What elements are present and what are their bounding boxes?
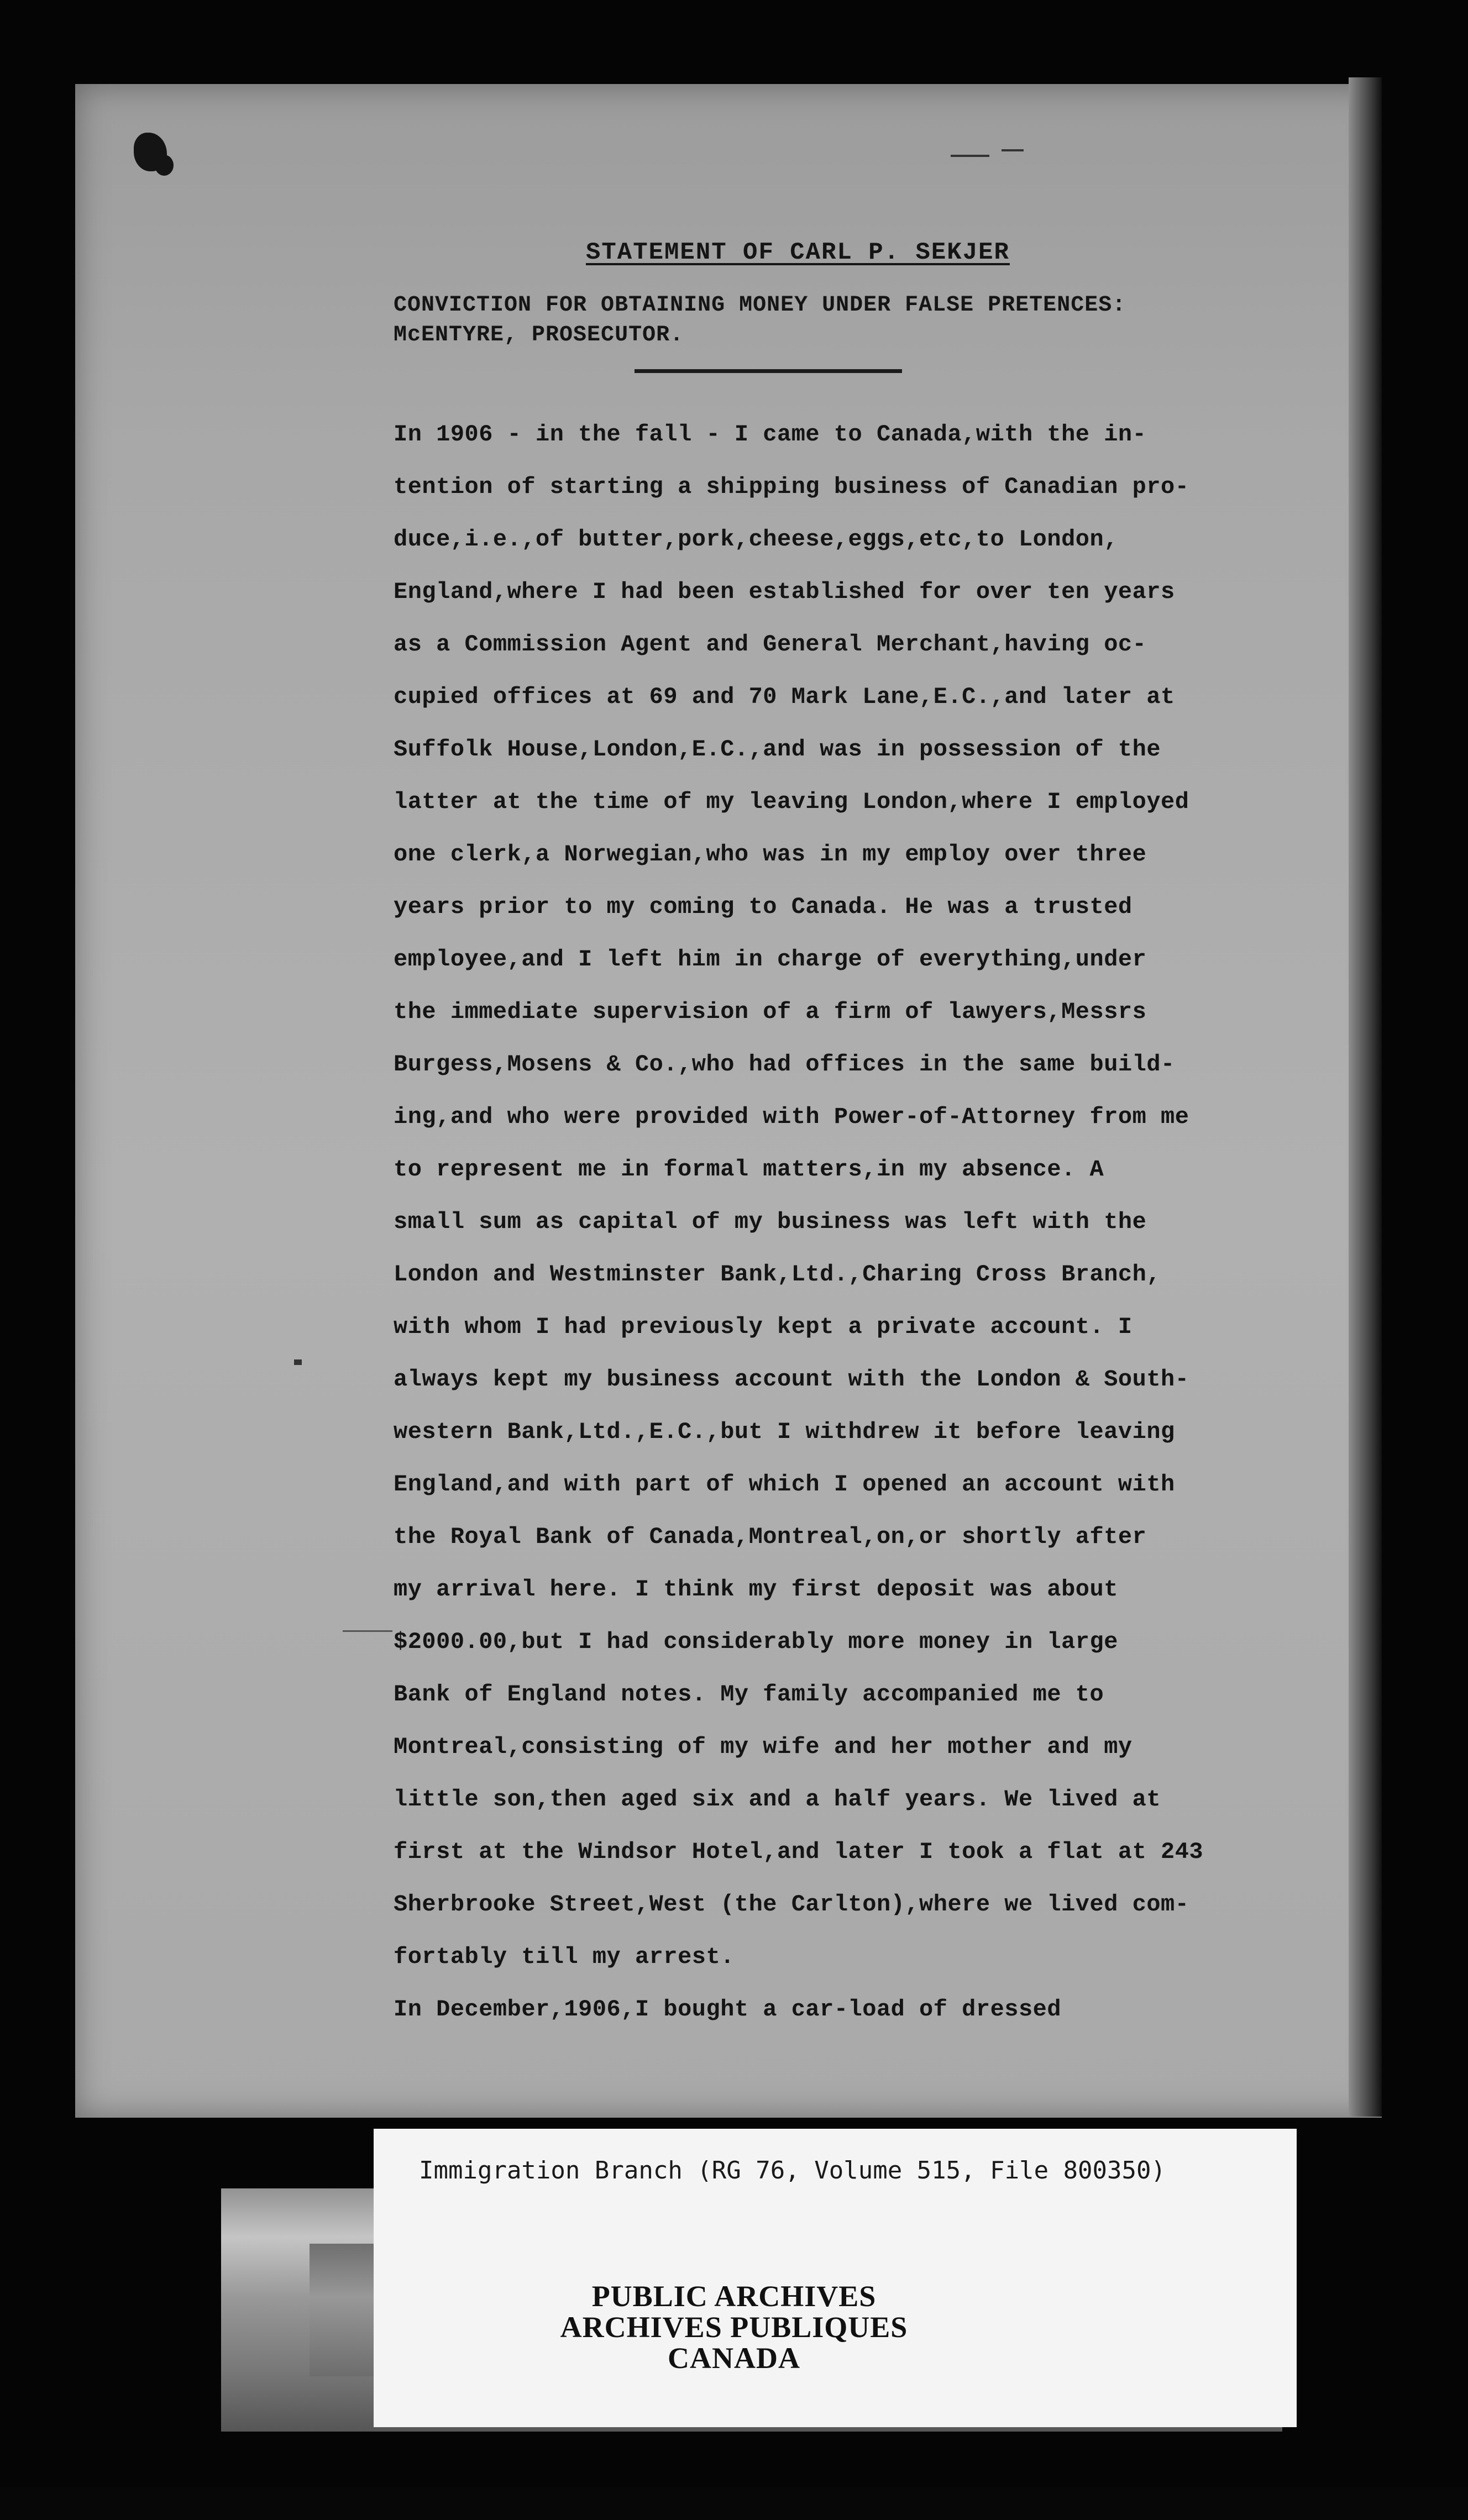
body-line: fortably till my arrest. [394,1944,735,1970]
archive-stamp-line: ARCHIVES PUBLIQUES [560,2311,908,2344]
stray-mark [294,1359,302,1365]
page-edge-shadow [1349,77,1382,2117]
body-line: first at the Windsor Hotel,and later I took a flat at 243 [394,1839,1204,1865]
body-line: England,where I had been established for over ten years [394,579,1175,605]
body-line: my arrival here. I think my first deposit was about [394,1576,1118,1603]
archive-label [374,2129,1297,2427]
body-line: Suffolk House,London,E.C.,and was in possession of the [394,736,1161,763]
stray-mark [951,155,989,157]
body-line: Burgess,Mosens & Co.,who had offices in the same build- [394,1051,1175,1078]
subtitle-line: McENTYRE, PROSECUTOR. [394,323,684,348]
stray-mark [343,1630,392,1632]
body-line: little son,then aged six and a half years. We lived at [394,1786,1161,1813]
body-line: western Bank,Ltd.,E.C.,but I withdrew it before leaving [394,1419,1175,1445]
body-line: employee,and I left him in charge of everything,under [394,946,1147,973]
stray-mark [1002,149,1024,151]
body-line: small sum as capital of my business was left with the [394,1209,1147,1235]
body-line: duce,i.e.,of butter,pork,cheese,eggs,etc,to London, [394,526,1118,553]
body-line: as a Commission Agent and General Merchant,having oc- [394,631,1147,658]
body-line: always kept my business account with the London & South- [394,1366,1189,1393]
body-line: Sherbrooke Street,West (the Carlton),where we lived com- [394,1891,1189,1918]
body-line: tention of starting a shipping business of Canadian pro- [394,474,1189,500]
body-line: the Royal Bank of Canada,Montreal,on,or shortly after [394,1524,1147,1550]
document-page [75,84,1382,2118]
body-line: the immediate supervision of a firm of lawyers,Messrs [394,999,1147,1025]
body-line: latter at the time of my leaving London,where I employed [394,789,1189,815]
archive-stamp-line: PUBLIC ARCHIVES [591,2280,877,2313]
body-line: In December,1906,I bought a car-load of dressed [394,1996,1062,2023]
subtitle-line: CONVICTION FOR OBTAINING MONEY UNDER FALSE PRETENCES: [394,293,1126,318]
body-line: London and Westminster Bank,Ltd.,Charing Cross Branch, [394,1261,1161,1288]
archive-reference: Immigration Branch (RG 76, Volume 515, File 800350) [419,2156,1166,2185]
document-title: STATEMENT OF CARL P. SEKJER [586,239,1010,266]
body-line: ing,and who were provided with Power-of-Attorney from me [394,1104,1189,1130]
body-line: one clerk,a Norwegian,who was in my employ over three [394,841,1147,868]
body-line: years prior to my coming to Canada. He was a trusted [394,894,1133,920]
body-line: Bank of England notes. My family accompanied me to [394,1681,1104,1708]
film-border [0,2487,1468,2520]
body-line: Montreal,consisting of my wife and her mother and my [394,1734,1133,1760]
archive-stamp-line: CANADA [668,2342,800,2375]
body-line: In 1906 - in the fall - I came to Canada,with the in- [394,421,1147,448]
body-line: with whom I had previously kept a private account. I [394,1314,1133,1340]
body-line: England,and with part of which I opened an account with [394,1471,1175,1498]
body-line: cupied offices at 69 and 70 Mark Lane,E.C.,and later at [394,684,1175,710]
body-line: to represent me in formal matters,in my absence. A [394,1156,1104,1183]
title-rule [635,369,902,373]
body-line: $2000.00,but I had considerably more money in large [394,1629,1118,1655]
